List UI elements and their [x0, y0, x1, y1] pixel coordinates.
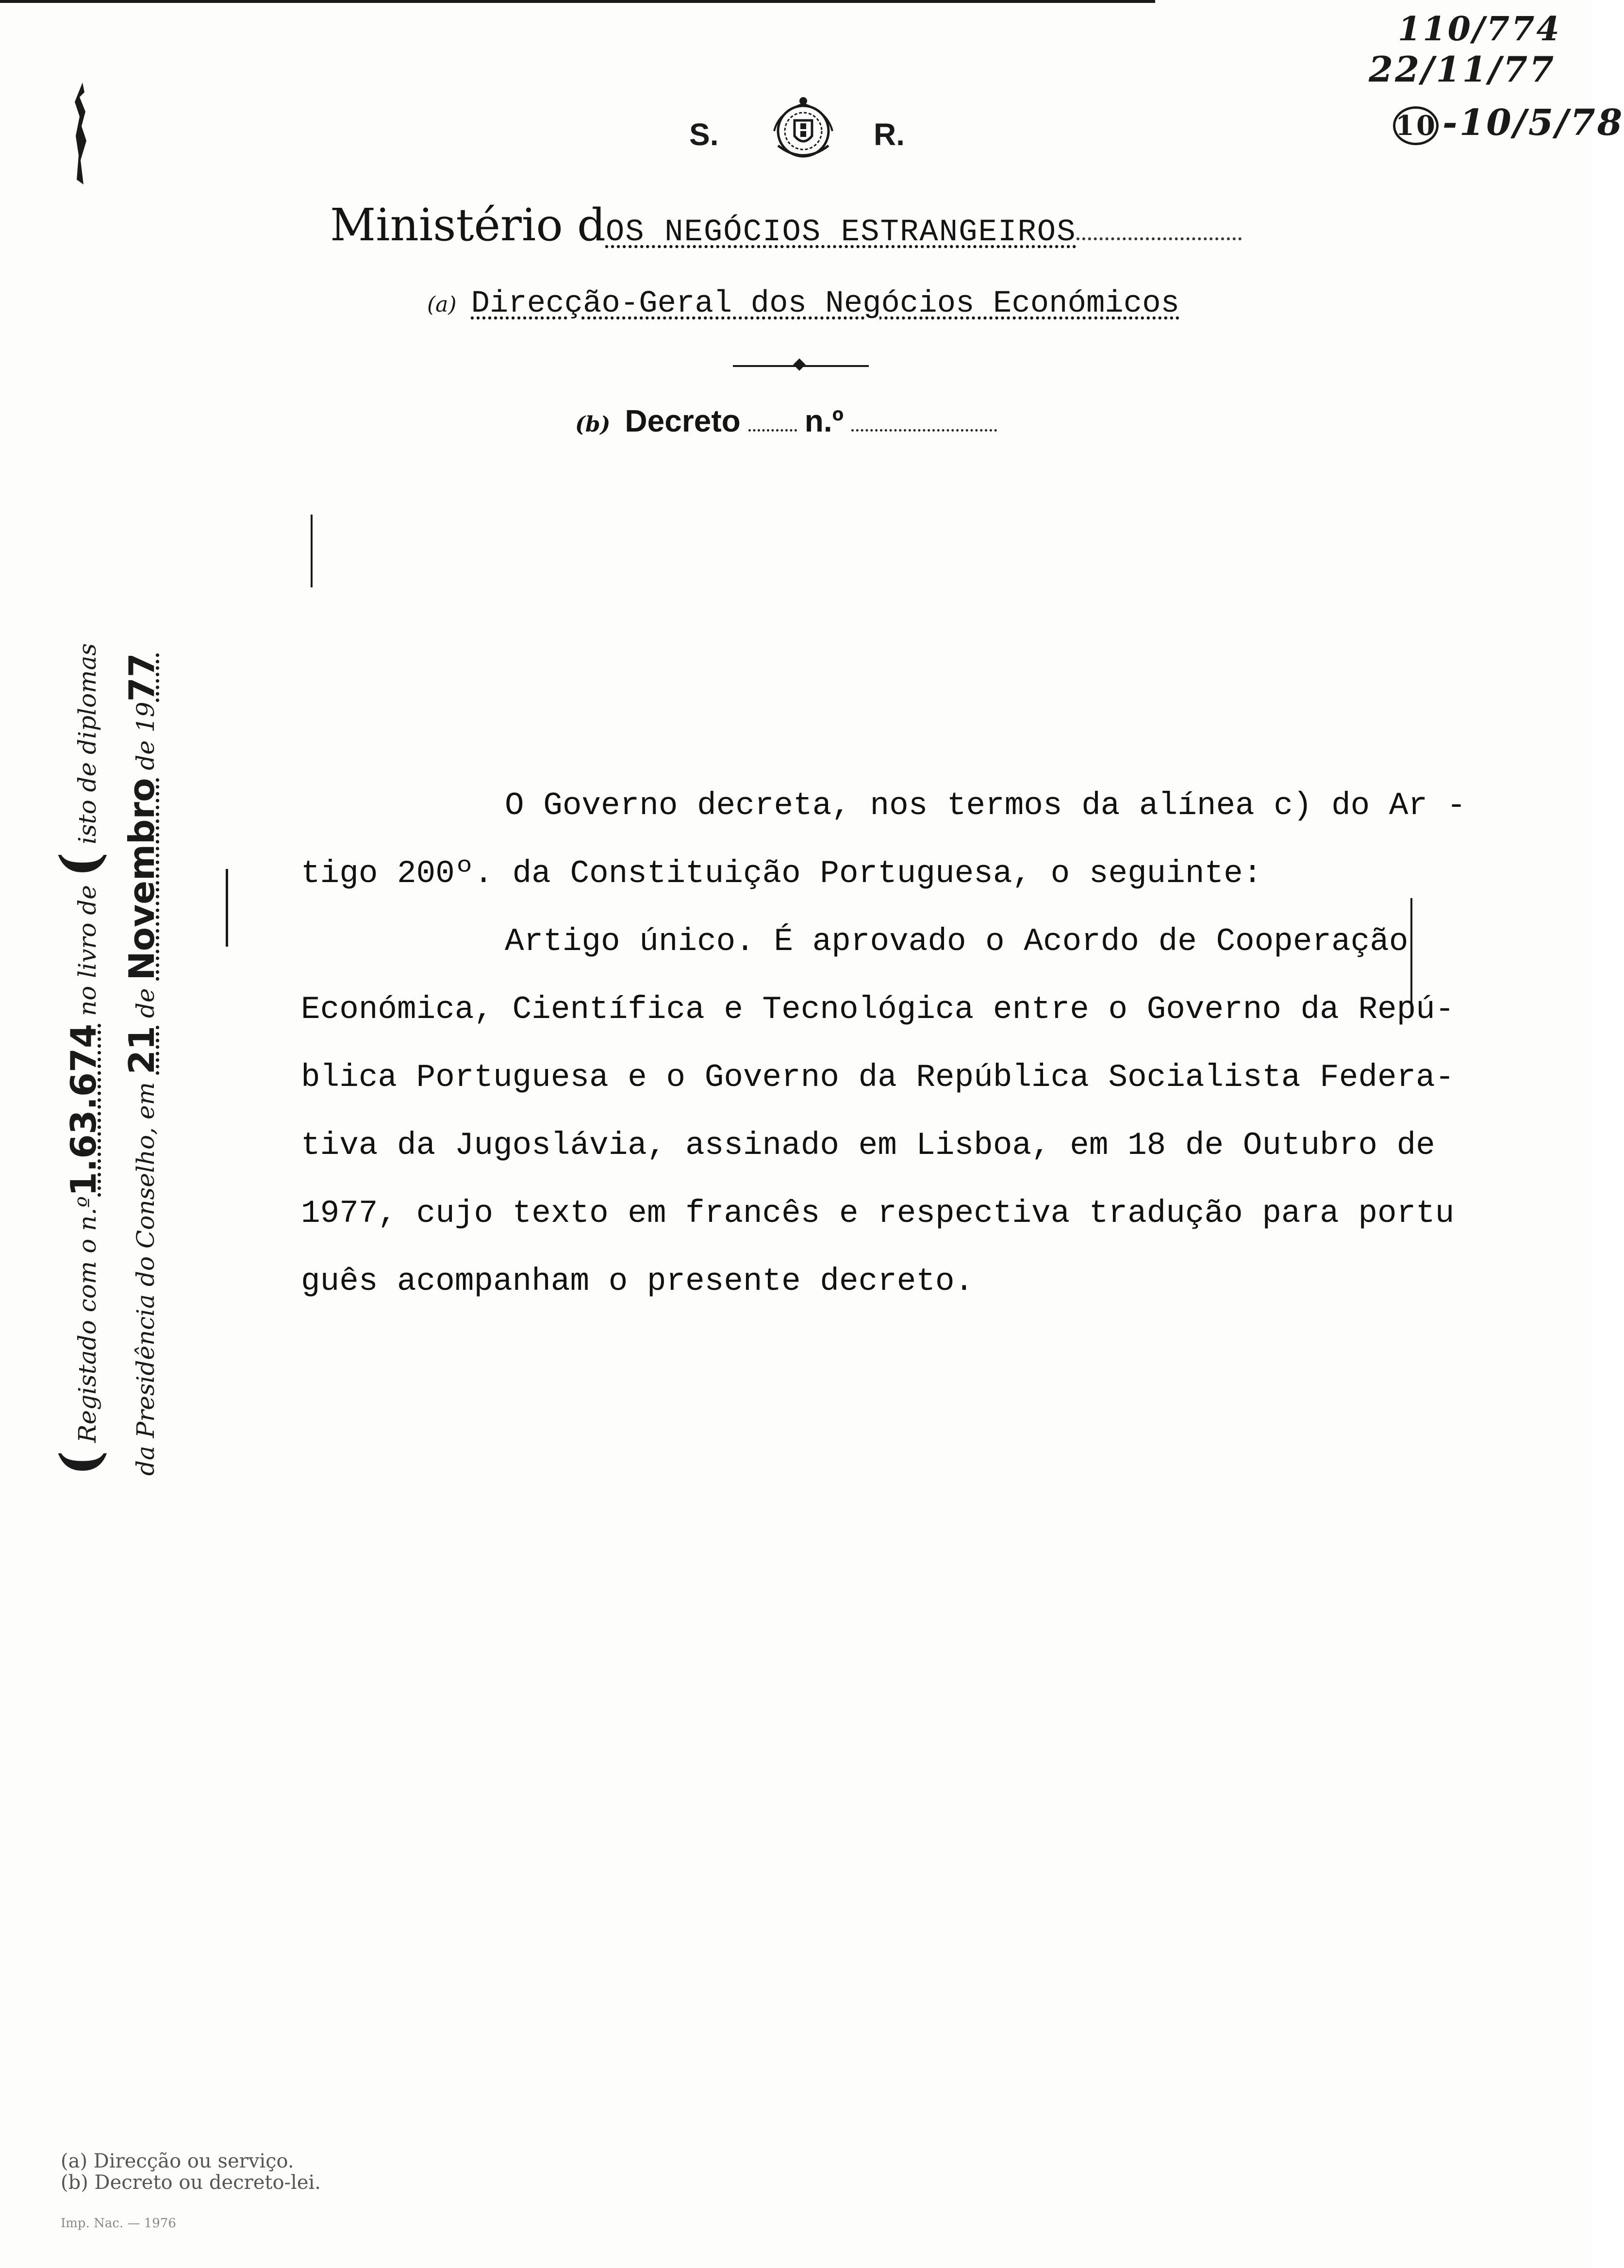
- direccao-line: [427, 286, 1179, 321]
- numero-label: n.º: [804, 403, 844, 438]
- body-line: O Governo decreta, nos termos da alínea c) do Ar -: [505, 787, 1466, 824]
- decreto-label: Decreto: [625, 403, 741, 438]
- side-paren: (: [49, 852, 111, 878]
- body-line: blica Portuguesa e o Governo da República Socialista Federa-: [301, 1059, 1455, 1096]
- direccao-text: Direcção-Geral dos Negócios Económicos: [471, 286, 1180, 321]
- side-note-line2: [121, 653, 162, 1476]
- footnote-b: (b) Decreto ou decreto-lei.: [61, 2171, 321, 2194]
- registration-side-note: [49, 578, 175, 1476]
- handwritten-date: 22/11/77: [1369, 49, 1556, 90]
- direccao-marker: (a): [427, 292, 457, 317]
- ornamental-divider: [733, 365, 869, 367]
- body-line: Económica, Científica e Tecnológica entre o Governo da Repú-: [301, 991, 1455, 1028]
- margin-mark: [226, 869, 228, 947]
- decreto-marker: (b): [575, 412, 611, 437]
- side-note-text: isto de diplomas: [73, 643, 101, 845]
- state-r: R.: [874, 117, 905, 152]
- side-note-year: 77: [121, 653, 162, 702]
- decree-body: [301, 772, 1514, 1316]
- side-note-text: no livro de: [73, 885, 101, 1017]
- side-note-day: 21: [121, 1026, 162, 1075]
- side-note-text: Registado com o n.º: [73, 1196, 101, 1443]
- side-note-text: de: [132, 988, 160, 1018]
- footnote-a: (a) Direcção ou serviço.: [61, 2150, 294, 2172]
- decreto-line: [575, 403, 997, 439]
- top-edge-line: [0, 0, 1155, 3]
- ministry-title: [330, 199, 1242, 251]
- margin-mark: [311, 515, 313, 587]
- body-line: 1977, cujo texto em francês e respectiva tradução para portu: [301, 1195, 1455, 1232]
- decreto-blank: [748, 429, 797, 432]
- side-note-text: de 19: [132, 701, 160, 770]
- body-line: tigo 200º. da Constituição Portuguesa, o seguinte:: [301, 855, 1262, 892]
- numero-blank: [851, 429, 997, 432]
- footnotes: [61, 2151, 321, 2234]
- side-note-month: Novembro: [121, 778, 162, 981]
- imprint-line: Imp. Nac. — 1976: [61, 2216, 176, 2231]
- side-note-text: da Presidência do Conselho, em: [132, 1082, 160, 1476]
- body-line: tiva da Jugoslávia, assinado em Lisboa, em 18 de Outubro de: [301, 1127, 1435, 1164]
- side-note-line1: [49, 643, 111, 1476]
- body-line: guês acompanham o presente decreto.: [301, 1263, 974, 1300]
- handwritten-ref-number: 110/774: [1398, 10, 1561, 49]
- handwritten-circled-note: [1393, 102, 1624, 145]
- handwritten-second-date: -10/5/78: [1442, 102, 1624, 144]
- coat-of-arms-icon: [755, 92, 852, 165]
- body-line: Artigo único. É aprovado o Acordo de Cooperação: [505, 923, 1409, 960]
- side-note-number: 1.63.674: [63, 1023, 104, 1197]
- side-paren: (: [49, 1450, 111, 1476]
- ministry-dots: [1077, 237, 1242, 240]
- punch-mark-icon: [73, 83, 92, 184]
- ministry-prefix: Ministério d: [330, 199, 606, 251]
- circled-number: 10: [1393, 106, 1439, 145]
- state-s: S.: [689, 117, 719, 152]
- ministry-name: OS NEGÓCIOS ESTRANGEIROS: [605, 215, 1077, 250]
